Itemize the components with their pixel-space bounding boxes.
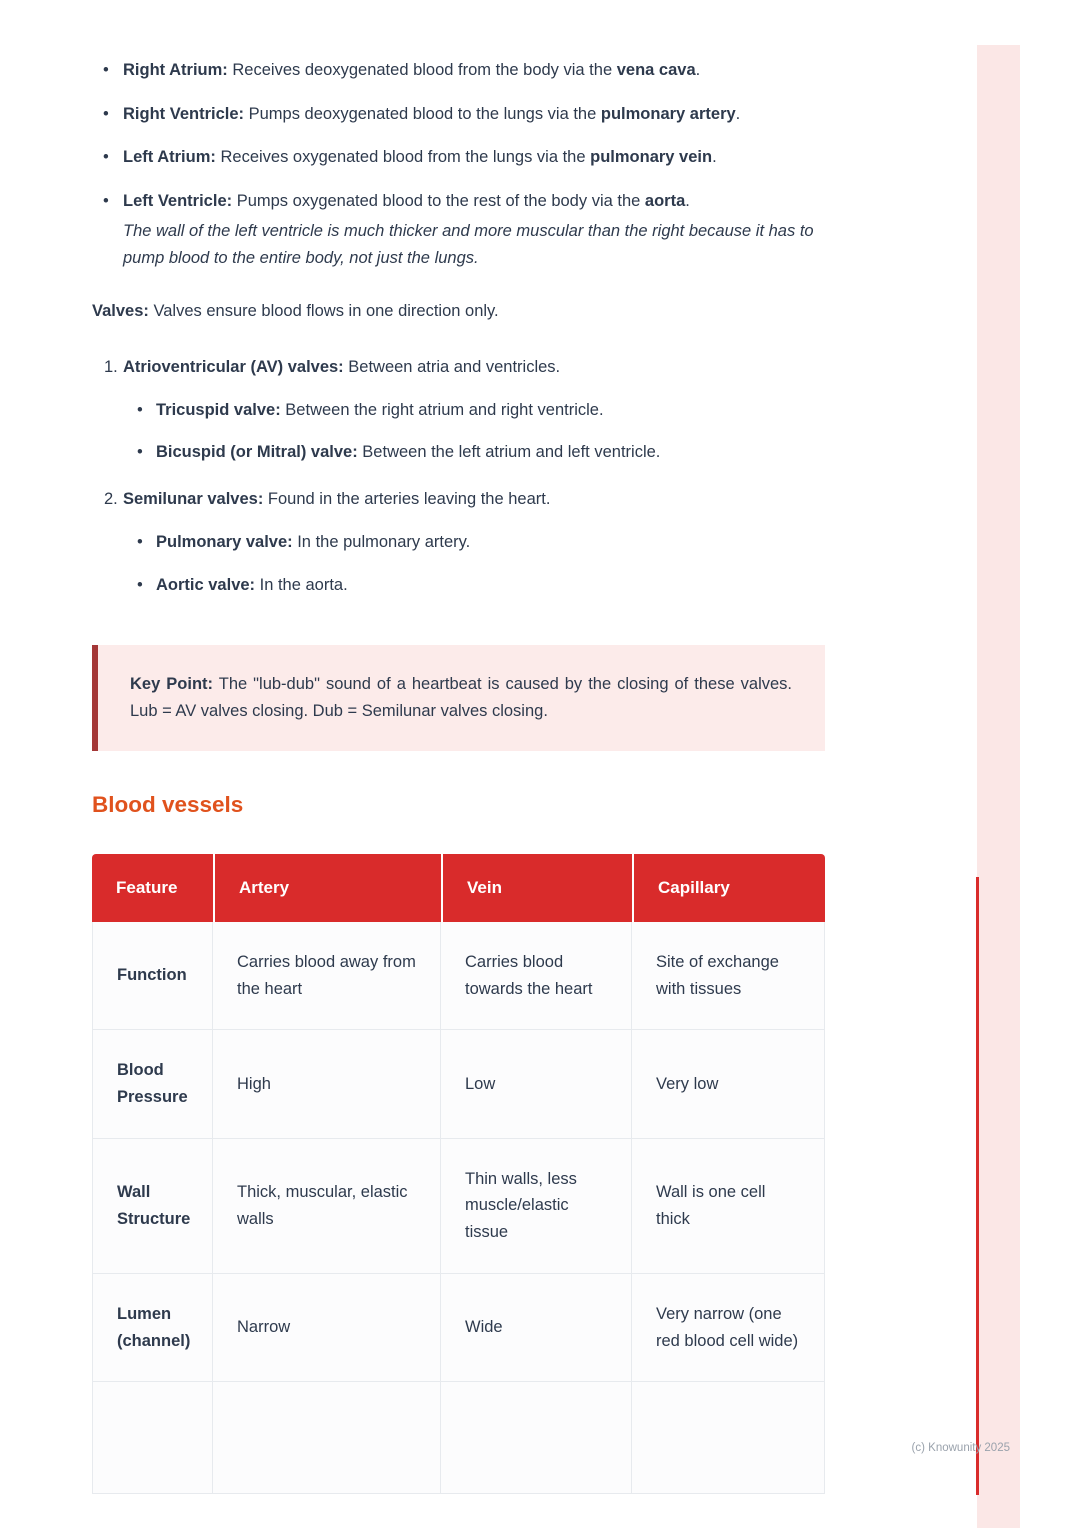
body-text: In the pulmonary artery.	[292, 532, 471, 551]
cell-artery: Carries blood away from the heart	[213, 922, 441, 1030]
key-point-label: Key Point:	[130, 675, 214, 694]
term-bold: aorta	[644, 192, 686, 211]
term-bold: pulmonary vein	[590, 148, 713, 167]
table-header-row	[92, 854, 825, 922]
sub-list	[123, 529, 825, 598]
side-decoration-strip	[977, 45, 1020, 1528]
body-text: .	[712, 148, 717, 167]
numbered-item-body	[123, 354, 825, 466]
document-content	[92, 0, 825, 1494]
list-item	[92, 57, 825, 84]
term-label: Bicuspid (or Mitral) valve:	[156, 443, 358, 462]
body-text: Between the right atrium and right ventricle.	[280, 400, 604, 419]
list-item	[123, 529, 825, 556]
body-text: .	[685, 192, 690, 211]
body-text: Receives oxygenated blood from the lungs via the	[215, 148, 591, 167]
cell-artery: Thick, muscular, elastic walls	[213, 1139, 441, 1274]
cell-capillary: Very low	[632, 1030, 825, 1138]
table-row	[92, 922, 825, 1030]
table-row	[92, 1274, 825, 1382]
list-item	[123, 439, 825, 466]
body-text: Receives deoxygenated blood from the body via the	[227, 61, 617, 79]
term-label: Left Ventricle:	[123, 192, 233, 211]
numbered-item-text	[123, 486, 825, 513]
cell-vein: Thin walls, less muscle/elastic tissue	[441, 1139, 632, 1274]
cell-feature	[92, 1382, 213, 1494]
cell-vein	[441, 1382, 632, 1494]
numbered-item-text	[123, 354, 825, 381]
body-text: Found in the arteries leaving the heart.	[263, 490, 551, 509]
term-label: Aortic valve:	[156, 575, 256, 594]
cell-artery	[213, 1382, 441, 1494]
cell-feature: Lumen (channel)	[92, 1274, 213, 1382]
key-point-text: The "lub-dub" sound of a heartbeat is caused by the closing of these valves. Lub = AV valves closing. Dub = Semilunar valves closing.	[130, 675, 793, 721]
list-item	[123, 572, 825, 599]
cell-feature: Function	[92, 922, 213, 1030]
valves-numbered-list	[92, 354, 825, 598]
body-text: .	[695, 61, 701, 79]
body-text: Between the left atrium and left ventricle.	[357, 443, 661, 462]
numbered-item	[92, 354, 825, 466]
term-label: Atrioventricular (AV) valves:	[123, 358, 344, 377]
numbered-item	[92, 486, 825, 598]
term-bold: vena cava	[616, 61, 696, 79]
term-label: Right Atrium:	[123, 61, 228, 79]
body-text: In the aorta.	[255, 575, 348, 594]
section-heading-blood-vessels: Blood vessels	[92, 791, 244, 817]
cell-capillary	[632, 1382, 825, 1494]
cell-vein: Carries blood towards the heart	[441, 922, 632, 1030]
cell-vein: Wide	[441, 1274, 632, 1382]
table-row-partial	[92, 1382, 825, 1494]
table-header	[92, 854, 825, 922]
column-header-feature: Feature	[92, 854, 213, 922]
cell-artery: Narrow	[213, 1274, 441, 1382]
list-item	[92, 144, 825, 171]
column-header-vein: Vein	[441, 854, 632, 922]
list-item	[92, 188, 825, 271]
term-label: Left Atrium:	[123, 148, 216, 167]
term-label: Semilunar valves:	[123, 490, 264, 509]
table-row	[92, 1139, 825, 1274]
key-point-callout	[92, 645, 825, 750]
copyright-text: (c) Knowunity 2025	[911, 1442, 1010, 1454]
cell-capillary: Site of exchange with tissues	[632, 922, 825, 1030]
table-row	[92, 1030, 825, 1138]
column-header-capillary: Capillary	[632, 854, 825, 922]
body-text: Pumps deoxygenated blood to the lungs via the	[244, 104, 601, 123]
term-label: Valves:	[92, 302, 149, 321]
term-bold: pulmonary artery	[600, 104, 736, 123]
column-header-artery: Artery	[213, 854, 441, 922]
cell-capillary: Wall is one cell thick	[632, 1139, 825, 1274]
blood-vessels-table	[92, 854, 825, 1495]
table-body	[92, 922, 825, 1494]
numbered-item-body	[123, 486, 825, 598]
body-text: .	[735, 104, 741, 123]
cell-feature: Blood Pressure	[92, 1030, 213, 1138]
term-label: Tricuspid valve:	[156, 400, 281, 419]
item-number: 2.	[104, 490, 118, 509]
body-text: Between atria and ventricles.	[343, 358, 561, 377]
list-item	[123, 397, 825, 424]
body-text: Pumps oxygenated blood to the rest of the body via the	[232, 192, 645, 211]
list-item	[92, 101, 825, 128]
term-label: Right Ventricle:	[123, 104, 245, 123]
cell-capillary: Very narrow (one red blood cell wide)	[632, 1274, 825, 1382]
italic-note: The wall of the left ventricle is much thicker and more muscular than the right because it has to pump blood to the entire body, not just the lungs.	[123, 221, 814, 267]
item-number: 1.	[104, 358, 118, 377]
term-label: Pulmonary valve:	[156, 532, 293, 551]
heart-chambers-list	[92, 57, 825, 271]
cell-artery: High	[213, 1030, 441, 1138]
valves-paragraph	[92, 298, 825, 325]
sub-list	[123, 397, 825, 466]
body-text: Valves ensure blood flows in one direction only.	[148, 302, 499, 321]
side-scroll-indicator	[976, 877, 979, 1495]
cell-vein: Low	[441, 1030, 632, 1138]
cell-feature: Wall Structure	[92, 1139, 213, 1274]
